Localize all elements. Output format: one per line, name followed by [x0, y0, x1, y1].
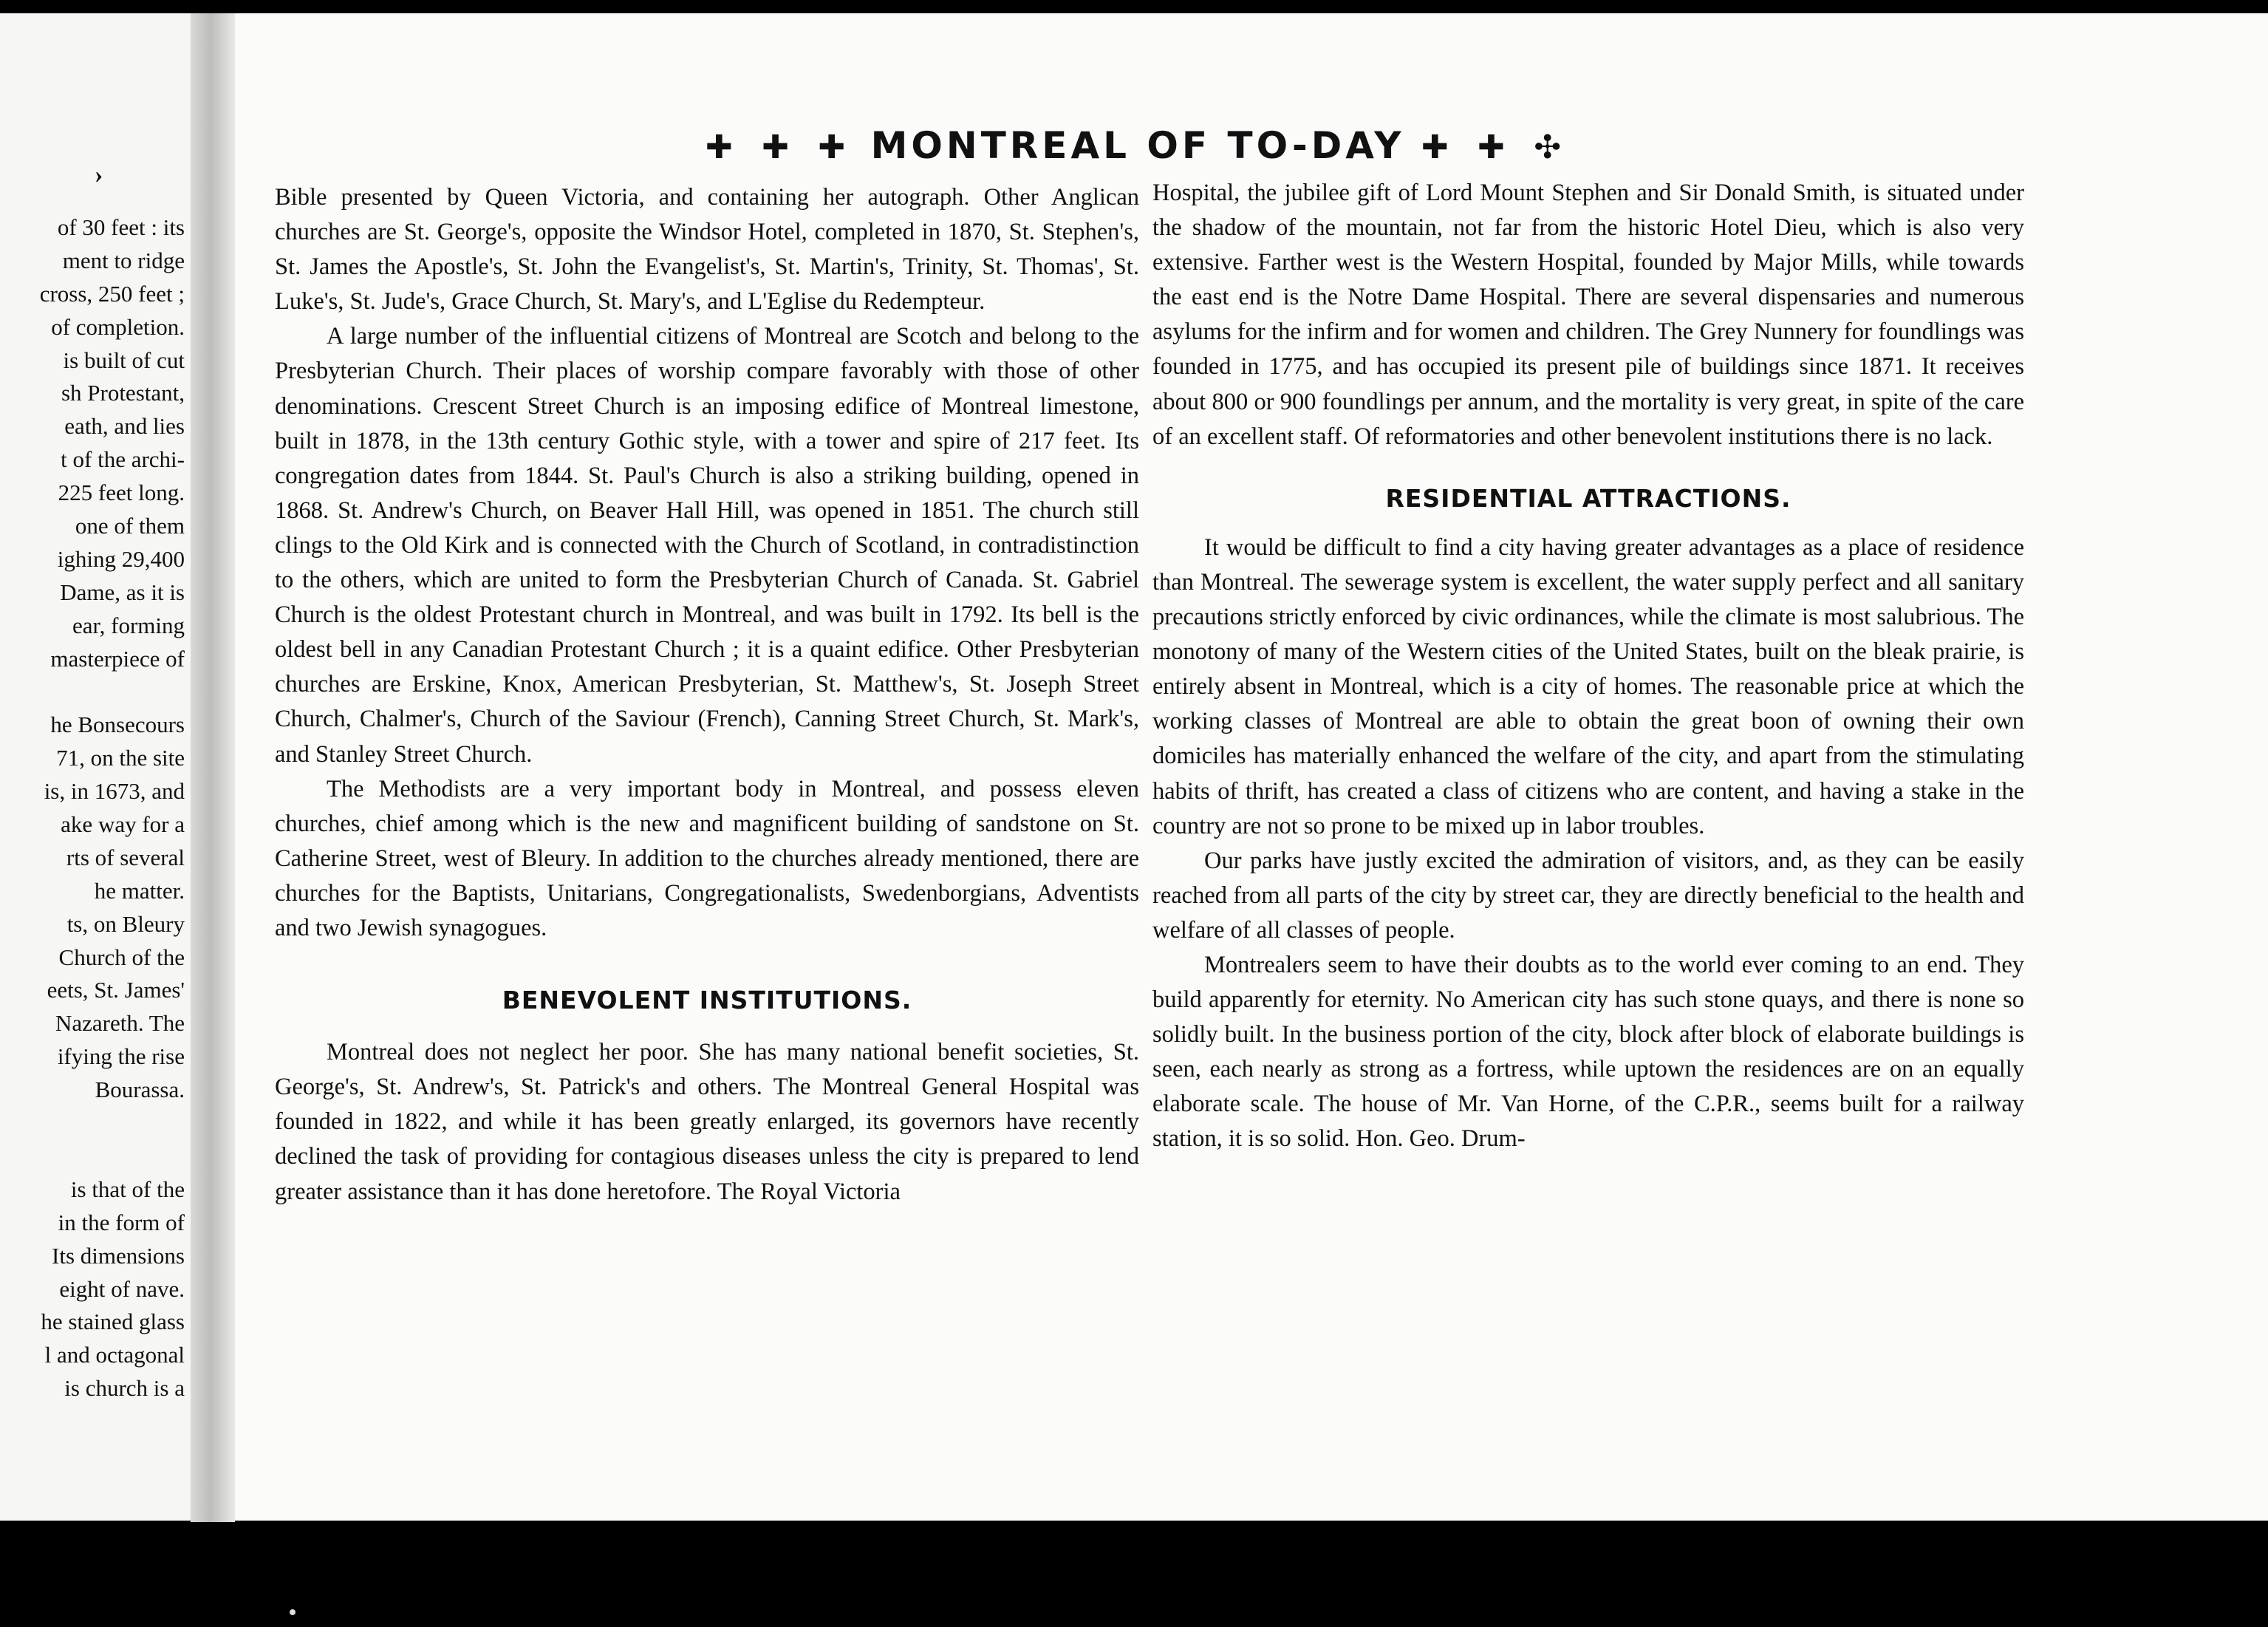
paragraph: Our parks have justly excited the admiration of visitors, and, as they can be easily reached from all parts of the city by street car, they are directly beneficial to the health and welfare of all classes of people. — [1152, 847, 2024, 944]
page-title: MONTREAL OF TO-DAY — [870, 124, 1405, 167]
left-page-line: ear, forming — [72, 612, 185, 638]
left-page-line: is church is a — [64, 1375, 185, 1402]
left-page-line: t of the archi- — [61, 446, 185, 473]
left-page-line: ake way for a — [61, 811, 185, 838]
left-page-line: sh Protestant, — [61, 380, 185, 406]
left-page-line: Church of the — [58, 944, 185, 970]
left-page-line: eight of nave. — [59, 1275, 185, 1302]
left-page-line: 71, on the site — [56, 745, 185, 771]
left-page-line: he Bonsecours — [50, 712, 185, 738]
paragraph: Bible presented by Queen Victoria, and containing her autograph. Other Anglican churches are St. George's, opposite the Windsor Hotel, completed in 1870, St. Stephen's, St. James the Apostle's, St. John the Evangelist's, St. Martin's, Trinity, St. Thomas', St. Luke's, St. Jude's, Grace Church, St. Mary's, and L'Eglise du Redempteur. — [275, 184, 1139, 315]
left-page-line: Nazareth. The — [55, 1010, 185, 1037]
running-head — [694, 124, 1581, 167]
left-page-text — [0, 211, 185, 1405]
left-page-line: Dame, as it is — [60, 579, 185, 605]
book-gutter — [191, 13, 235, 1524]
left-page-line: ts, on Bleury — [66, 910, 185, 937]
left-page-line: is built of cut — [63, 347, 185, 373]
paragraph: The Methodists are a very important body in Montreal, and possess eleven churches, chief among which is the new and magnificent building of sandstone on St. Catherine Street, west of Bleury. In addition to the churches already mentioned, there are churches for the Baptists, Unitarians, Congregationalists, Swedenborgians, Adventists and two Jewish synagogues. — [275, 775, 1139, 941]
paragraph: Montrealers seem to have their doubts as to the world ever coming to an end. They build apparently for eternity. No American city has such stone quays, and there is none so solidly built. In the business portion of the city, block after block of elaborate buildings is seen, each nearly as strong as a fortress, while uptown the residences are on an equally elaborate scale. The house of Mr. Van Horne, of the C.P.R., seems built for a railway station, it is so solid. Hon. Geo. Drum- — [1152, 951, 2024, 1153]
left-page-line: cross, 250 feet ; — [39, 280, 185, 307]
left-page-line: of completion. — [51, 313, 185, 340]
left-page-line: he matter. — [94, 877, 185, 904]
ornament-right: ✚ ✚ ✣ — [1421, 129, 1571, 166]
left-page-line: of 30 feet : its — [57, 214, 185, 240]
left-page-line: is that of the — [70, 1176, 185, 1202]
paragraph: Hospital, the jubilee gift of Lord Mount Stephen and Sir Donald Smith, is situated under the shadow of the mountain, not far from the historic Hotel Dieu, which is also very extensive. Farther west is the Western Hospital, founded by Major Mills, while towards the east end is the Notre Dame Hospital. There are several dispensaries and numerous asylums for the infirm and for women and children. The Grey Nunnery for foundlings was founded in 1775, and has occupied its present pile of buildings since 1871. It receives about 800 or 900 foundlings per annum, and the mortality is very great, in spite of the care of an excellent staff. Of reformatories and other benevolent institutions there is no lack. — [1152, 180, 2024, 450]
left-page-line: eets, St. James' — [47, 977, 185, 1003]
ornament-left: ✚ ✚ ✚ — [705, 129, 855, 166]
scan-border — [0, 1522, 2268, 1627]
left-page-line: ifying the rise — [57, 1043, 185, 1070]
left-page-line — [0, 1140, 185, 1173]
section-heading-benevolent: BENEVOLENT INSTITUTIONS. — [502, 986, 912, 1015]
left-page-line: Its dimensions — [52, 1242, 185, 1269]
page-mark: › — [95, 161, 103, 188]
left-page-line: ment to ridge — [62, 247, 185, 273]
paragraph: It would be difficult to find a city having greater advantages as a place of residence than Montreal. The sewerage system is excellent, the water supply perfect and all sanitary precautions strictly enforced by civic ordinances, while the climate is most salubrious. The monotony of many of the Western cities of the United States, built on the bleak prairie, is entirely absent in Montreal, which is a city of homes. The reasonable price at which the working classes of Montreal are able to obtain the great boon of owning their own domiciles has materially enhanced the welfare of the city, and apart from the stimulating habits of thrift, has created a class of citizens who are content, and having a stake in the country are not so prone to be mixed up in labor troubles. — [1152, 533, 2024, 839]
left-page-line: in the form of — [58, 1209, 185, 1235]
left-page-line: eath, and lies — [64, 413, 185, 440]
left-page-line — [0, 675, 185, 709]
left-page-line: ighing 29,400 — [57, 545, 185, 572]
text-column-left — [275, 180, 1139, 1210]
left-page-line: he stained glass — [41, 1309, 185, 1335]
text-column-right — [1152, 176, 2024, 1157]
paragraph: Montreal does not neglect her poor. She has many national benefit societies, St. George's, St. Andrew's, St. Patrick's and others. The Montreal General Hospital was founded in 1822, and while it has been greatly enlarged, its governors have recently declined the task of providing for contagious diseases unless the city is prepared to lend greater assistance than it has done heretofore. The Royal Victoria — [275, 1039, 1139, 1205]
left-page-line: 225 feet long. — [58, 480, 185, 506]
left-page-line: is, in 1673, and — [44, 778, 185, 805]
section-heading-residential: RESIDENTIAL ATTRACTIONS. — [1385, 483, 1791, 513]
scan-speck — [290, 1609, 296, 1615]
left-page-line — [0, 1107, 185, 1140]
left-page-line: masterpiece of — [50, 645, 185, 672]
left-page-line: Bourassa. — [95, 1077, 185, 1103]
left-page-line: rts of several — [66, 844, 185, 870]
paragraph: A large number of the influential citizens of Montreal are Scotch and belong to the Presbyterian Church. Their places of worship compare favorably with those of other denominations. Crescent Street Church is an imposing edifice of Montreal limestone, built in 1878, in the 13th century Gothic style, with a tower and spire of 217 feet. Its congregation dates from 1844. St. Paul's Church is also a striking building, opened in 1868. St. Andrew's Church, on Beaver Hall Hill, was opened in 1851. The church still clings to the Old Kirk and is connected with the Church of Scotland, in contradistinction to the others, which are united to form the Presbyterian Church of Canada. St. Gabriel Church is the oldest Protestant church in Montreal, and was built in 1792. Its bell is the oldest bell in any Canadian Protestant Church ; it is a quaint edifice. Other Presbyterian churches are Erskine, Knox, American Presbyterian, St. Matthew's, St. Joseph Street Church, Chalmer's, Church of the Saviour (French), Canning Street Church, St. Mark's, and Stanley Street Church. — [275, 323, 1139, 768]
left-facing-page — [0, 13, 194, 1521]
left-page-line: l and octagonal — [44, 1342, 185, 1368]
left-page-line: one of them — [75, 513, 185, 539]
